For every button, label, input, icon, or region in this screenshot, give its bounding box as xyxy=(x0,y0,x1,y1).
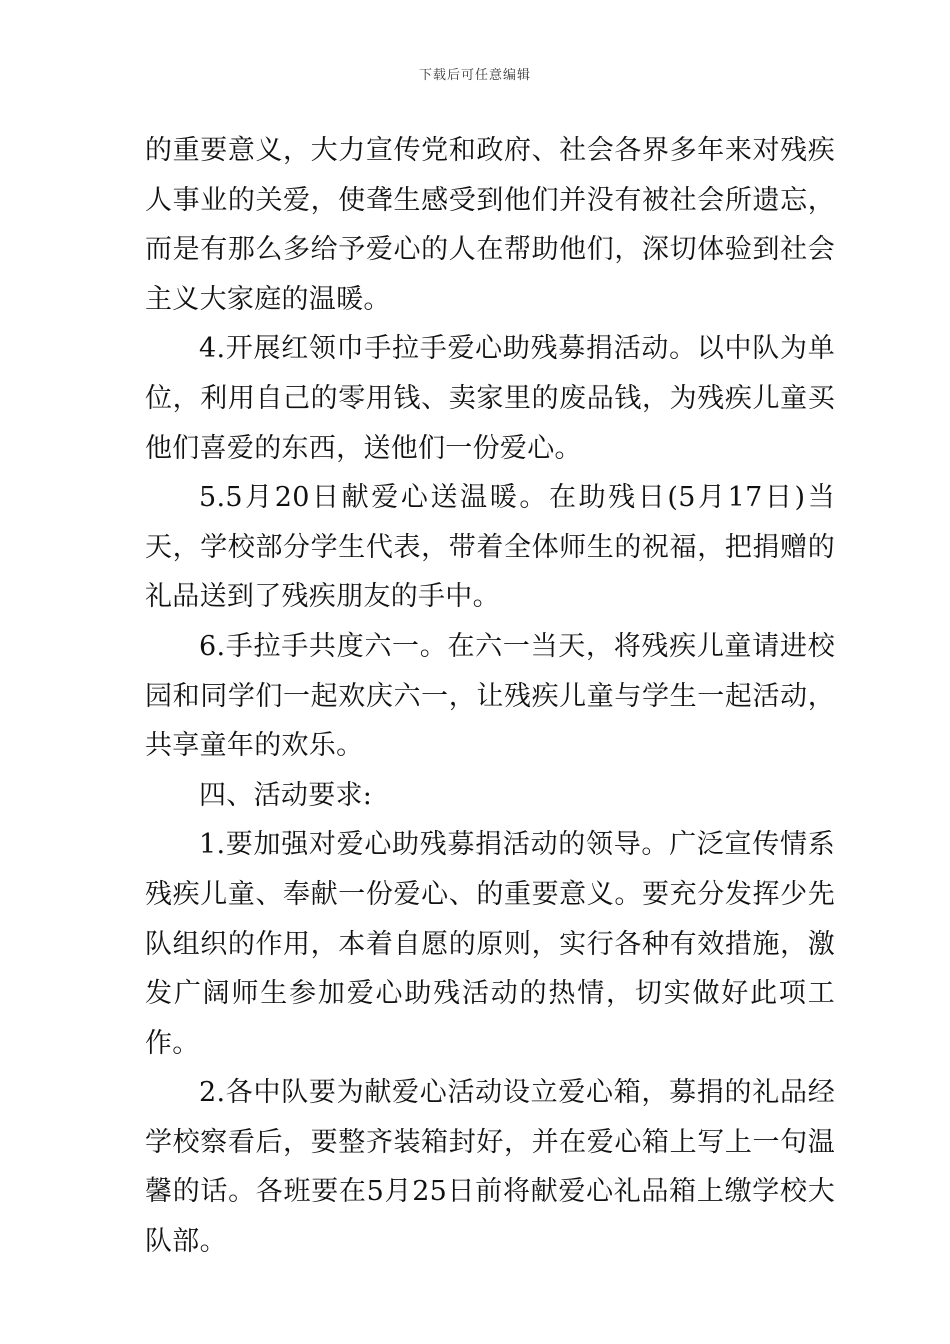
paragraph-1: 的重要意义，大力宣传党和政府、社会各界多年来对残疾人事业的关爱，使聋生感受到他们并没有被社会所遗忘，而是有那么多给予爱心的人在帮助他们，深切体验到社会主义大家庭的温暖。 xyxy=(145,135,835,315)
paragraph-6: 2.各中队要为献爱心活动设立爱心箱，募捐的礼品经学校察看后，要整齐装箱封好，并在爱心箱上写上一句温馨的话。各班要在5月25日前将献爱心礼品箱上缴学校大队部。 xyxy=(145,1077,835,1258)
document-body xyxy=(145,126,835,1267)
paragraph-3: 5.5月20日献爱心送温暖。在助残日(5月17日)当天，学校部分学生代表，带着全体师生的祝福，把捐赠的礼品送到了残疾朋友的手中。 xyxy=(145,482,835,613)
section-heading-requirements: 四、活动要求: xyxy=(199,779,373,811)
paragraph-5: 1.要加强对爱心助残募捐活动的领导。广泛宣传情系残疾儿童、奉献一份爱心、的重要意义。要充分发挥少先队组织的作用，本着自愿的原则，实行各种有效措施，激发广阔师生参加爱心助残活动的热情，切实做好此项工作。 xyxy=(145,829,835,1059)
page-header-note: 下载后可任意编辑 xyxy=(418,68,531,83)
paragraph-4: 6.手拉手共度六一。在六一当天，将残疾儿童请进校园和同学们一起欢庆六一，让残疾儿童与学生一起活动，共享童年的欢乐。 xyxy=(145,630,835,762)
paragraph-2: 4.开展红领巾手拉手爱心助残募捐活动。以中队为单位，利用自己的零用钱、卖家里的废品钱，为残疾儿童买他们喜爱的东西，送他们一份爱心。 xyxy=(145,333,835,464)
